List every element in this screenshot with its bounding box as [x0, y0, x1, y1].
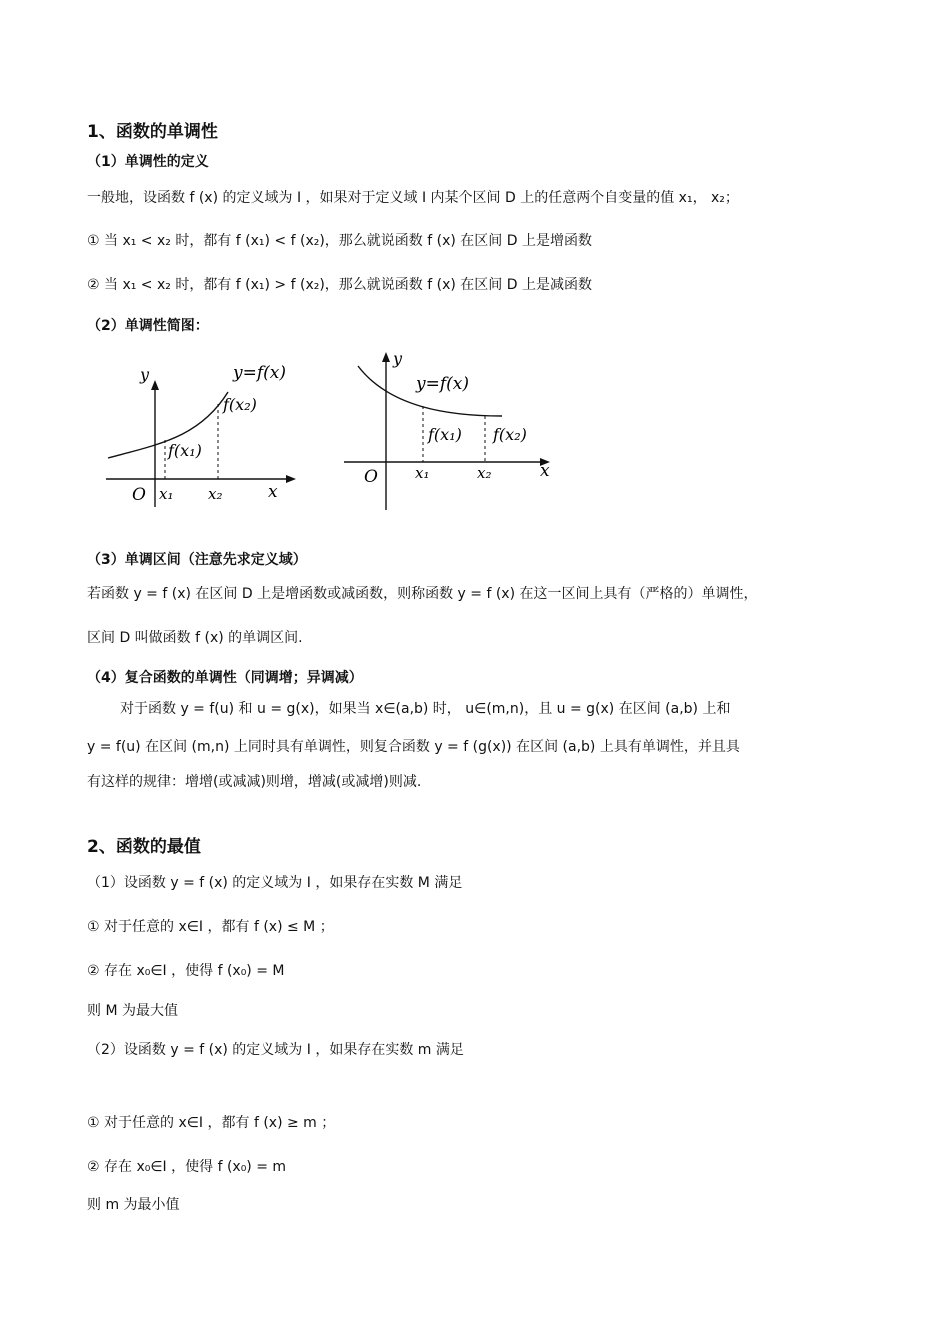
- y-axis-arrow-icon: [151, 380, 159, 390]
- x2-label: x₂: [208, 485, 223, 503]
- min-conclusion: 则 m 为最小值: [87, 1197, 180, 1213]
- max-conclusion: 则 M 为最大值: [87, 1003, 178, 1019]
- section-2-title: 2、函数的最值: [87, 837, 201, 857]
- max-intro: （1）设函数 y = f (x) 的定义域为 I ，如果存在实数 M 满足: [87, 875, 463, 891]
- x-label: x: [268, 482, 278, 502]
- subsection-sketch: （2）单调性简图：: [87, 318, 209, 334]
- origin-label: O: [364, 467, 378, 487]
- fx1-label: f(x₁): [428, 425, 462, 444]
- min-condition-1: ① 对于任意的 x∈I ，都有 f (x) ≥ m ；: [87, 1115, 336, 1131]
- increasing-condition: ① 当 x₁ < x₂ 时，都有 f (x₁) < f (x₂)，那么就说函数 f (x) 在区间 D 上是增函数: [87, 233, 592, 249]
- interval-text-1: 若函数 y = f (x) 在区间 D 上是增函数或减函数，则称函数 y = f (x) 在这一区间上具有（严格的）单调性，: [87, 586, 758, 602]
- section-1-title: 1、函数的单调性: [87, 122, 218, 142]
- composite-text-2: y = f(u) 在区间 (m,n) 上同时具有单调性，则复合函数 y = f (g(x)) 在区间 (a,b) 上具有单调性，并且具: [87, 739, 740, 755]
- y-label: y: [140, 365, 150, 384]
- subsection-interval: （3）单调区间（注意先求定义域）: [87, 552, 307, 568]
- x-label: x: [540, 461, 550, 481]
- fx2-label: f(x₂): [223, 395, 257, 414]
- subsection-composite: （4）复合函数的单调性（同调增；异调减）: [87, 670, 363, 686]
- max-condition-2: ② 存在 x₀∈I ，使得 f (x₀) = M: [87, 963, 285, 979]
- origin-label: O: [132, 485, 146, 505]
- definition-text: 一般地，设函数 f (x) 的定义域为 I ，如果对于定义域 I 内某个区间 D 上的任意两个自变量的值 x₁， x₂；: [87, 190, 739, 206]
- x1-label: x₁: [415, 464, 430, 482]
- interval-text-2: 区间 D 叫做函数 f (x) 的单调区间.: [87, 630, 303, 646]
- x2-label: x₂: [477, 464, 492, 482]
- subsection-definition: （1）单调性的定义: [87, 154, 209, 170]
- x1-label: x₁: [159, 485, 174, 503]
- func-label: y=f(x): [416, 374, 469, 394]
- composite-text-1: 对于函数 y = f(u) 和 u = g(x)，如果当 x∈(a,b) 时， u∈(m,n)，且 u = g(x) 在区间 (a,b) 上和: [120, 701, 731, 717]
- fx1-label: f(x₁): [168, 441, 202, 460]
- max-condition-1: ① 对于任意的 x∈I ，都有 f (x) ≤ M ；: [87, 919, 334, 935]
- func-label: y=f(x): [233, 363, 286, 383]
- composite-text-3: 有这样的规律：增增(或减减)则增，增减(或减增)则减.: [87, 774, 422, 790]
- x-axis-arrow-icon: [286, 475, 296, 483]
- min-intro: （2）设函数 y = f (x) 的定义域为 I ，如果存在实数 m 满足: [87, 1042, 464, 1058]
- y-label: y: [393, 349, 403, 368]
- fx2-label: f(x₂): [493, 425, 527, 444]
- min-condition-2: ② 存在 x₀∈I ，使得 f (x₀) = m: [87, 1159, 287, 1175]
- y-axis-arrow-icon: [382, 352, 390, 362]
- decreasing-graph: [340, 348, 560, 513]
- decreasing-condition: ② 当 x₁ < x₂ 时，都有 f (x₁) > f (x₂)，那么就说函数 f (x) 在区间 D 上是减函数: [87, 277, 592, 293]
- increasing-graph: [100, 352, 310, 512]
